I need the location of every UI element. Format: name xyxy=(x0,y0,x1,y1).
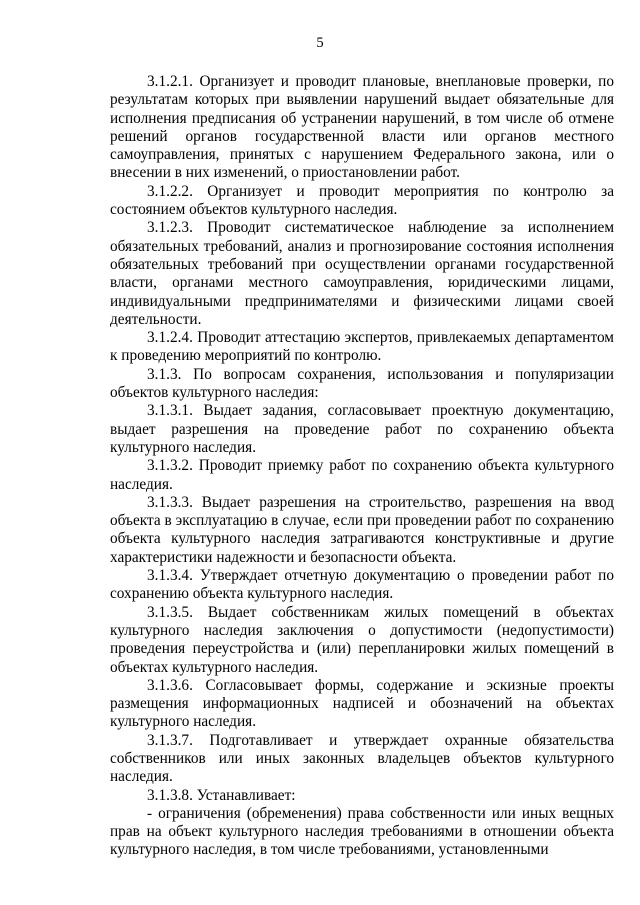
paragraph-3-1-3-7: 3.1.3.7. Подготавливает и утверждает охранные обязательства собственников или иных законных владельцев объектов культурного наследия. xyxy=(110,731,614,786)
paragraph-3-1-3-8: 3.1.3.8. Устанавливает: xyxy=(147,786,296,804)
paragraph-3-1-3: 3.1.3. По вопросам сохранения, использования и популяризации объектов культурного наследия: xyxy=(110,365,614,402)
paragraph-3-1-3-2: 3.1.3.2. Проводит приемку работ по сохранению объекта культурного наследия. xyxy=(110,457,614,493)
paragraph-3-1-2-4: 3.1.2.4. Проводит аттестацию экспертов, привлекаемых департаментом к проведению мероприятий по контролю. xyxy=(110,329,614,365)
paragraph-3-1-2-2: 3.1.2.2. Организует и проводит мероприятия по контролю за состоянием объектов культурного наследия. xyxy=(110,182,614,219)
paragraph-3-1-2-1: 3.1.2.1. Организует и проводит плановые, внеплановые проверки, по результатам которых при выявлении нарушений выдает обязательные для исполнения предписания об устранении нарушений, в том числе об отмене решений органов государственной власти или органов местного самоуправления, принятых с нарушением Федерального закона, или о внесении в них изменений, о приостановлении работ. xyxy=(110,73,614,182)
paragraph-3-1-3-1: 3.1.3.1. Выдает задания, согласовывает проектную документацию, выдает разрешения на проведение работ по сохранению объекта культурного наследия. xyxy=(110,402,614,456)
paragraph-3-1-3-5: 3.1.3.5. Выдает собственникам жилых помещений в объектах культурного наследия заключения о допустимости (недопустимости) проведения переустройства и (или) перепланировки жилых помещений в объектах культурного наследия. xyxy=(110,603,614,676)
paragraph-3-1-3-4: 3.1.3.4. Утверждает отчетную документацию о проведении работ по сохранению объекта культурного наследия. xyxy=(110,567,614,603)
document-body xyxy=(110,73,614,860)
list-item-restrictions: - ограничения (обременения) права собственности или иных вещных прав на объект культурного наследия требованиями в отношении объекта культурного наследия, в том числе требованиями, установленными xyxy=(110,804,614,859)
paragraph-3-1-3-6: 3.1.3.6. Согласовывает формы, содержание и эскизные проекты размещения информационных надписей и обозначений на объектах культурного наследия. xyxy=(110,676,614,731)
paragraph-3-1-2-3: 3.1.2.3. Проводит систематическое наблюдение за исполнением обязательных требований, анализ и прогнозирование состояния исполнения обязательных требований при осуществлении органами государственной власти, органами местного самоуправления, юридическими лицами, индивидуальными предпринимателями и физическими лицами своей деятельности. xyxy=(110,219,614,328)
paragraph-3-1-3-3: 3.1.3.3. Выдает разрешения на строительство, разрешения на ввод объекта в эксплуатацию в случае, если при проведении работ по сохранению объекта культурного наследия затрагиваются конструктивные и другие характеристики надежности и безопасности объекта. xyxy=(110,493,614,566)
page-number: 5 xyxy=(316,35,324,51)
